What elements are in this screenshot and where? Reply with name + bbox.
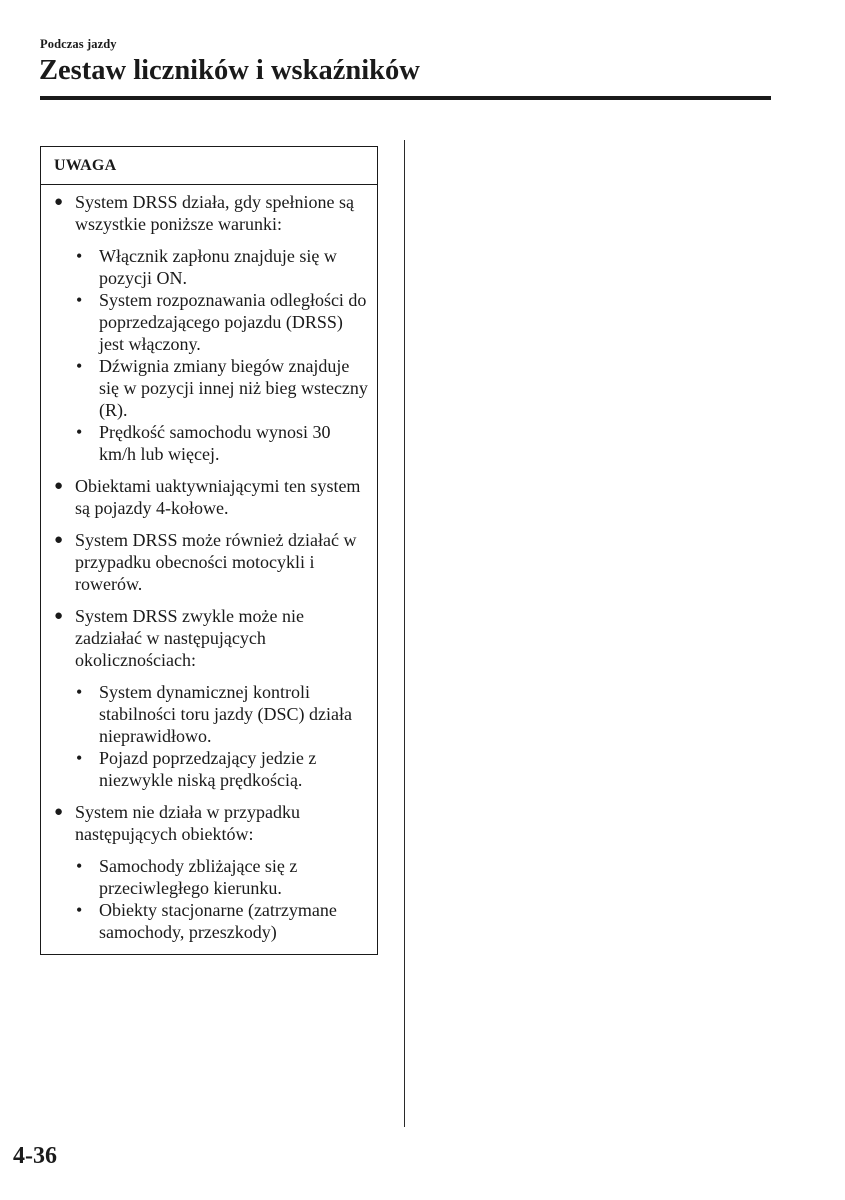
bullet-dot-icon: ● xyxy=(54,194,64,210)
sub-item-text: Włącznik zapłonu znajduje się w pozycji ON. xyxy=(99,246,337,288)
sub-item xyxy=(75,899,369,943)
bullet-dot-icon: ● xyxy=(54,478,64,494)
sub-item xyxy=(75,289,369,355)
sub-item-text: Pojazd poprzedzający jedzie z niezwykle niską prędkością. xyxy=(99,748,317,790)
note-body xyxy=(41,185,377,943)
title-rule xyxy=(40,96,771,100)
bullet-dot-icon: ● xyxy=(54,608,64,624)
sub-item-text: Samochody zbliżające się z przeciwległego kierunku. xyxy=(99,856,298,898)
sub-item xyxy=(75,421,369,465)
bullet-text: System DRSS zwykle może nie zadziałać w następujących okolicznościach: xyxy=(75,606,304,670)
note-bullet xyxy=(51,475,369,519)
bullet-text: System DRSS działa, gdy spełnione są wszystkie poniższe warunki: xyxy=(75,192,354,234)
sub-bullet-icon: • xyxy=(76,748,83,768)
sub-item xyxy=(75,747,369,791)
page-number: 4-36 xyxy=(13,1143,57,1169)
note-heading: UWAGA xyxy=(41,147,377,185)
sub-bullet-icon: • xyxy=(76,246,83,266)
note-box xyxy=(40,146,378,955)
page-title: Zestaw liczników i wskaźników xyxy=(39,55,420,86)
sub-bullet-icon: • xyxy=(76,856,83,876)
section-label: Podczas jazdy xyxy=(40,37,117,51)
sub-item-text: System dynamicznej kontroli stabilności toru jazdy (DSC) działa nieprawidłowo. xyxy=(99,682,352,746)
sub-item xyxy=(75,355,369,421)
bullet-text: System nie działa w przypadku następujących obiektów: xyxy=(75,802,300,844)
bullet-dot-icon: ● xyxy=(54,804,64,820)
sub-bullet-icon: • xyxy=(76,682,83,702)
note-bullet xyxy=(51,529,369,595)
note-bullet xyxy=(51,801,369,943)
sub-item xyxy=(75,245,369,289)
sub-bullet-icon: • xyxy=(76,900,83,920)
sub-item-text: Obiekty stacjonarne (zatrzymane samochody, przeszkody) xyxy=(99,900,337,942)
sub-list xyxy=(75,681,369,791)
note-bullet xyxy=(51,191,369,465)
sub-item xyxy=(75,855,369,899)
sub-item-text: Dźwignia zmiany biegów znajduje się w pozycji innej niż bieg wsteczny (R). xyxy=(99,356,368,420)
column-divider xyxy=(404,140,405,1127)
sub-bullet-icon: • xyxy=(76,290,83,310)
bullet-dot-icon: ● xyxy=(54,532,64,548)
bullet-text: Obiektami uaktywniającymi ten system są pojazdy 4-kołowe. xyxy=(75,476,361,518)
sub-item-text: Prędkość samochodu wynosi 30 km/h lub więcej. xyxy=(99,422,331,464)
sub-bullet-icon: • xyxy=(76,356,83,376)
sub-list xyxy=(75,855,369,943)
sub-bullet-icon: • xyxy=(76,422,83,442)
sub-list xyxy=(75,245,369,465)
note-bullet xyxy=(51,605,369,791)
sub-item xyxy=(75,681,369,747)
bullet-text: System DRSS może również działać w przypadku obecności motocykli i rowerów. xyxy=(75,530,357,594)
sub-item-text: System rozpoznawania odległości do poprzedzającego pojazdu (DRSS) jest włączony. xyxy=(99,290,367,354)
